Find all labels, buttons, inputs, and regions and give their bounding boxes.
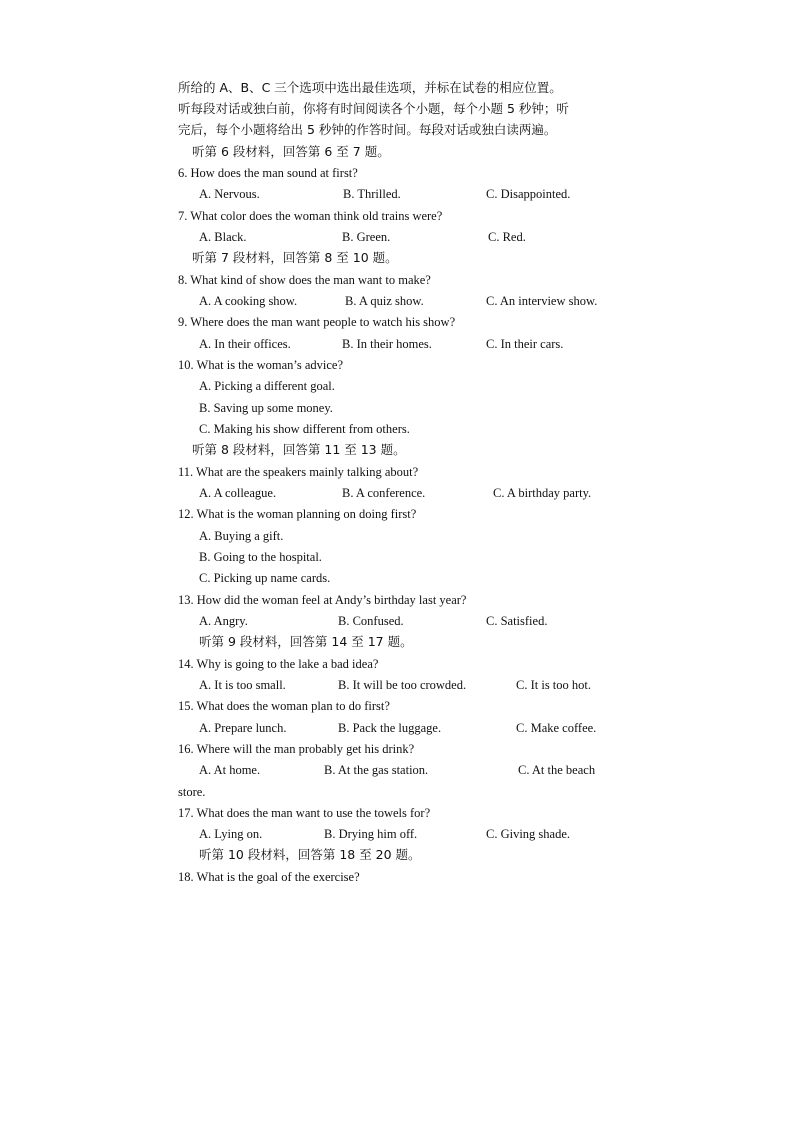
intro-line-1: 所给的 A、B、C 三个选项中选出最佳选项，并标在试卷的相应位置。 [178,80,562,95]
question-8-option-b: B. A quiz show. [345,294,424,308]
section-heading-8: 听第 8 段材料，回答第 11 至 13 题。 [192,442,406,457]
question-15-option-a: A. Prepare lunch. [199,721,287,735]
question-13-stem: 13. How did the woman feel at Andy’s birthday last year? [178,593,467,607]
question-14-option-a: A. It is too small. [199,678,286,692]
question-14-stem: 14. Why is going to the lake a bad idea? [178,657,379,671]
section-heading-10: 听第 10 段材料，回答第 18 至 20 题。 [199,847,421,862]
question-15-stem: 15. What does the woman plan to do first? [178,699,390,713]
section-heading-7: 听第 7 段材料，回答第 8 至 10 题。 [192,250,398,265]
question-11-option-b: B. A conference. [342,486,426,500]
question-10-option-b: B. Saving up some money. [199,401,333,415]
question-8-stem: 8. What kind of show does the man want to make? [178,273,431,287]
question-11-stem: 11. What are the speakers mainly talking about? [178,465,419,479]
question-13-option-c: C. Satisfied. [486,614,548,628]
section-heading-6: 听第 6 段材料，回答第 6 至 7 题。 [192,144,390,159]
question-16-option-a: A. At home. [199,763,261,777]
question-6-option-c: C. Disappointed. [486,187,571,201]
question-11-option-a: A. A colleague. [199,486,277,500]
question-12-option-b: B. Going to the hospital. [199,550,322,564]
question-7-option-a: A. Black. [199,230,247,244]
question-16-option-b: B. At the gas station. [324,763,429,777]
question-9-stem: 9. Where does the man want people to watch his show? [178,315,456,329]
question-12-option-a: A. Buying a gift. [199,529,284,543]
question-6-option-a: A. Nervous. [199,187,260,201]
intro-line-3: 完后，每个小题将给出 5 秒钟的作答时间。每段对话或独白读两遍。 [178,122,557,137]
question-10-option-a: A. Picking a different goal. [199,379,335,393]
question-6-option-b: B. Thrilled. [343,187,401,201]
question-17-option-a: A. Lying on. [199,827,263,841]
question-7-option-b: B. Green. [342,230,391,244]
question-17-stem: 17. What does the man want to use the towels for? [178,806,431,820]
question-7-stem: 7. What color does the woman think old trains were? [178,209,443,223]
question-16-option-c-continued: store. [178,785,206,799]
question-12-option-c: C. Picking up name cards. [199,571,331,585]
question-15-option-b: B. Pack the luggage. [338,721,442,735]
question-12-stem: 12. What is the woman planning on doing first? [178,507,417,521]
question-14-option-b: B. It will be too crowded. [338,678,467,692]
question-8-option-c: C. An interview show. [486,294,598,308]
question-10-option-c: C. Making his show different from others. [199,422,410,436]
question-9-option-a: A. In their offices. [199,337,291,351]
section-heading-9: 听第 9 段材料，回答第 14 至 17 题。 [199,634,413,649]
question-16-option-c: C. At the beach [518,763,596,777]
question-13-option-b: B. Confused. [338,614,404,628]
question-16-stem: 16. Where will the man probably get his drink? [178,742,415,756]
question-9-option-b: B. In their homes. [342,337,432,351]
question-7-option-c: C. Red. [488,230,526,244]
question-15-option-c: C. Make coffee. [516,721,597,735]
question-9-option-c: C. In their cars. [486,337,564,351]
question-6-stem: 6. How does the man sound at first? [178,166,358,180]
question-11-option-c: C. A birthday party. [493,486,592,500]
question-17-option-c: C. Giving shade. [486,827,571,841]
intro-line-2: 听每段对话或独白前，你将有时间阅读各个小题，每个小题 5 秒钟；听 [178,101,569,116]
question-10-stem: 10. What is the woman’s advice? [178,358,344,372]
question-8-option-a: A. A cooking show. [199,294,298,308]
question-14-option-c: C. It is too hot. [516,678,592,692]
question-18-stem: 18. What is the goal of the exercise? [178,870,360,884]
question-13-option-a: A. Angry. [199,614,248,628]
question-17-option-b: B. Drying him off. [324,827,418,841]
